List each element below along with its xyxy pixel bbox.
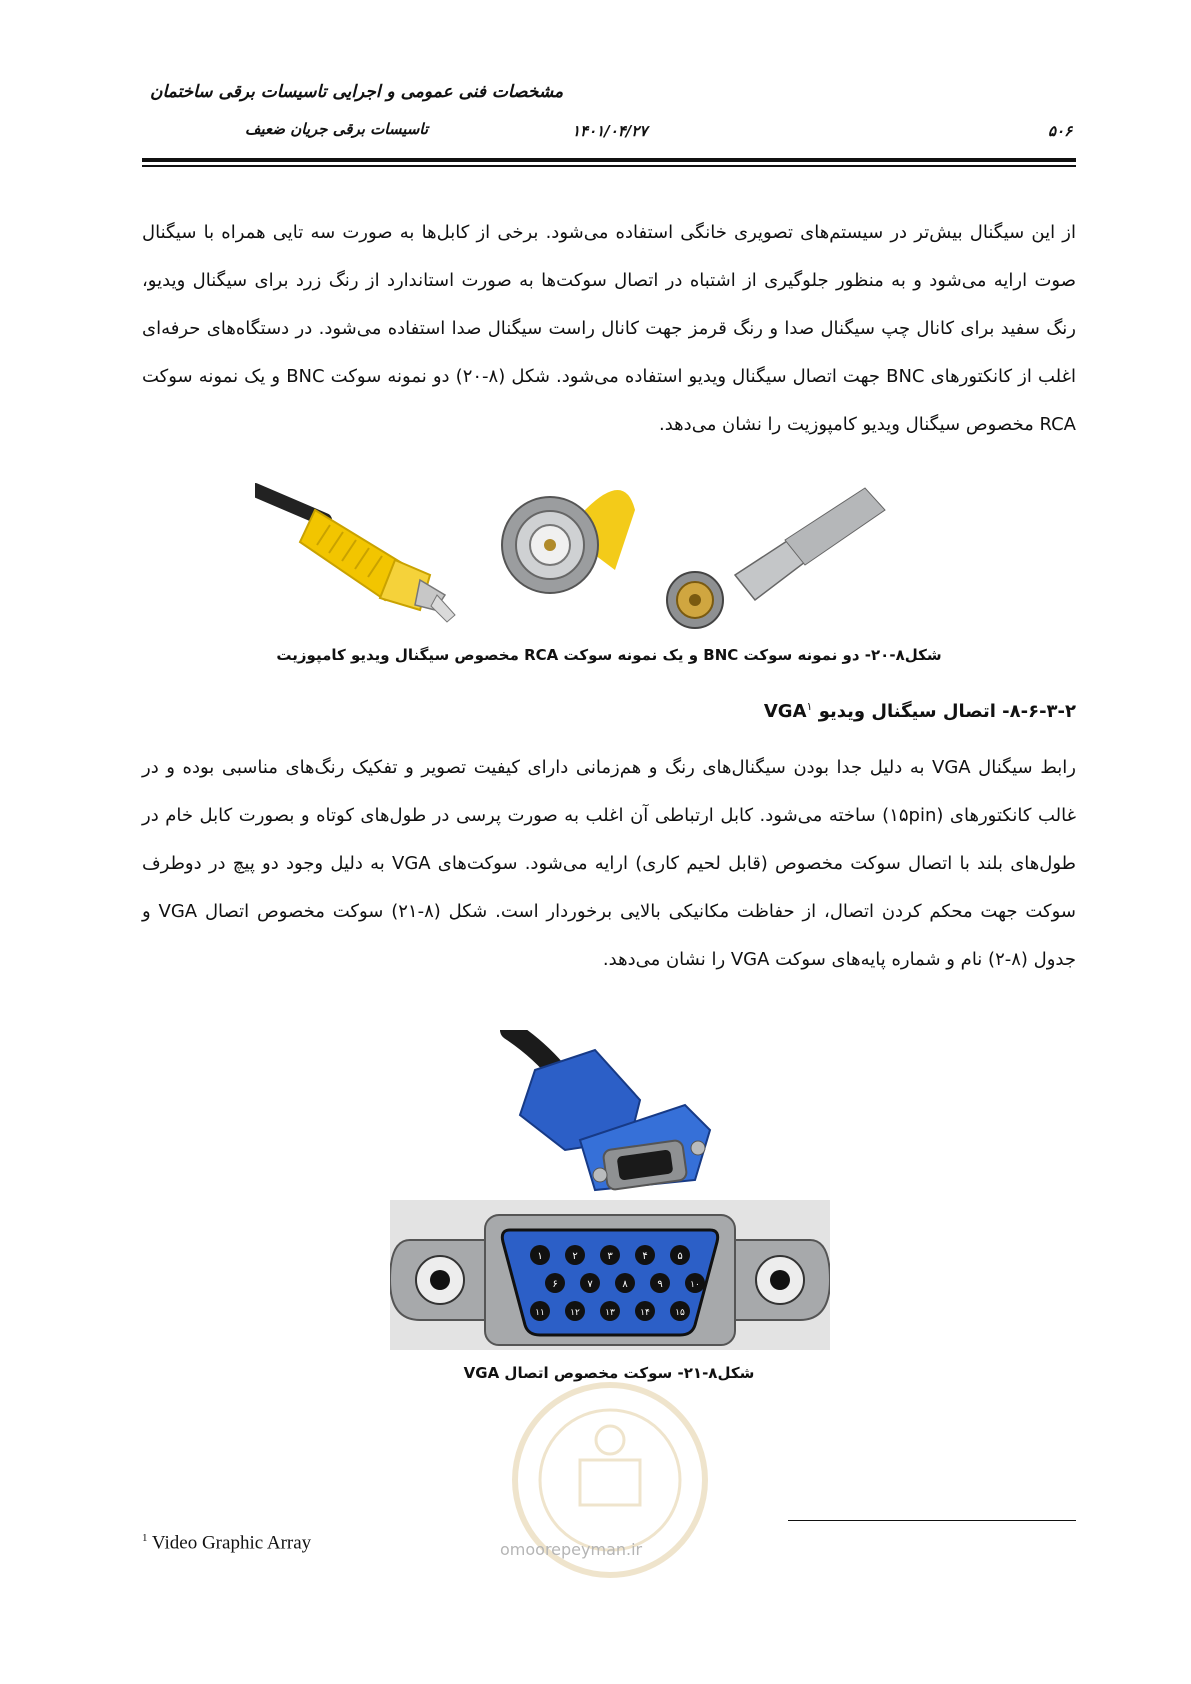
section-heading-text: ۸-۶-۳-۲- اتصال سیگنال ویدیو VGA [763,701,1076,722]
rca-connector-image [255,490,455,622]
vga-socket-diagram [390,1200,830,1350]
header-rule-thin [142,165,1076,167]
bnc-connector-image-2 [667,488,885,628]
document-date: ۱۴۰۱/۰۴/۲۷ [572,122,648,140]
chapter-subtitle: تاسیسات برقی جریان ضعیف [245,120,429,138]
section-footnote-mark: ۱ [806,700,813,713]
vga-pin-label: ۶ [552,1279,558,1290]
vga-pin-label: ۵ [677,1251,683,1262]
vga-pin-label: ۱۴ [640,1308,650,1318]
figure-caption-8-20: شکل۸-۲۰- دو نمونه سوکت BNC و یک نمونه سوکت RCA مخصوص سیگنال ویدیو کامپوزیت [276,646,942,664]
figure-caption-8-21: شکل۸-۲۱- سوکت مخصوص اتصال VGA [463,1364,755,1382]
vga-pin-label: ۱ [537,1251,543,1262]
header-rule-thick [142,158,1076,162]
vga-plug-image [500,1030,740,1200]
vga-pin-label: ۷ [587,1279,593,1290]
footnote-text: Video Graphic Array [151,1532,312,1554]
page-number: ۵۰۶ [1048,122,1073,140]
vga-pin-label: ۱۱ [535,1308,545,1318]
body-paragraph-2: رابط سیگنال VGA به دلیل جدا بودن سیگنال‌های رنگ و هم‌زمانی دارای کیفیت تصویر و تفکیک رنگ‌های مناسبی بوده و در غالب کانکتورهای (۱۵pin) ساخته می‌شود. کابل ارتباطی آن اغلب به صورت پرسی در طول‌های کوتاه و بصورت کابل خام در طول‌های بلند با اتصال سوکت مخصوص (قابل لحیم کاری) ارایه می‌شود. سوکت‌های VGA به دلیل وجود دو پیچ در دوطرف سوکت جهت محکم کردن اتصال، از حفاظت مکانیکی بالایی برخوردار است. شکل (۸-۲۱) سوکت مخصوص اتصال VGA و جدول (۸-۲) نام و شماره پایه‌های سوکت VGA را نشان می‌دهد. [142,757,1077,970]
watermark-text: omoorepeyman.ir [500,1540,643,1559]
vga-pin-label: ۹ [657,1279,663,1290]
footnote-rule [788,1520,1076,1521]
vga-pin-label: ۴ [642,1251,648,1262]
vga-pin-label: ۱۲ [570,1308,580,1318]
vga-pin-label: ۲ [572,1251,578,1262]
watermark-seal [480,1370,740,1600]
body-paragraph-1: از این سیگنال بیش‌تر در سیستم‌های تصویری خانگی استفاده می‌شود. برخی از کابل‌ها به صورت سه تایی همراه با سیگنال صوت ارایه می‌شود و به منظور جلوگیری از اشتباه در اتصال سوکت‌ها به صورت استاندارد از رنگ زرد برای سیگنال ویدیو، رنگ سفید برای کانال چپ سیگنال صدا و رنگ قرمز جهت کانال راست سیگنال صدا استفاده می‌شود. در دستگاه‌های حرفه‌ای اغلب از کانکتورهای BNC جهت اتصال سیگنال ویدیو استفاده می‌شود. شکل (۸-۲۰) دو نمونه سوکت BNC و یک نمونه سوکت RCA مخصوص سیگنال ویدیو کامپوزیت را نشان می‌دهد. [142,222,1077,435]
vga-pin-label: ۱۳ [605,1308,615,1318]
vga-pin-label: ۸ [622,1279,628,1290]
vga-screw-center-left [430,1270,450,1290]
footnote-mark: 1 [142,1532,148,1544]
connectors-figure [255,480,960,635]
vga-screw-center-right [770,1270,790,1290]
vga-pin-label: ۱۵ [675,1308,685,1318]
bnc-connector-image-1 [502,490,635,593]
vga-pin-label: ۱۰ [690,1280,700,1290]
section-heading [142,700,1076,722]
document-title: مشخصات فنی عمومی و اجرایی تاسیسات برقی ساختمان [150,82,564,102]
vga-pin-label: ۳ [607,1251,613,1262]
footnote [142,1532,311,1554]
